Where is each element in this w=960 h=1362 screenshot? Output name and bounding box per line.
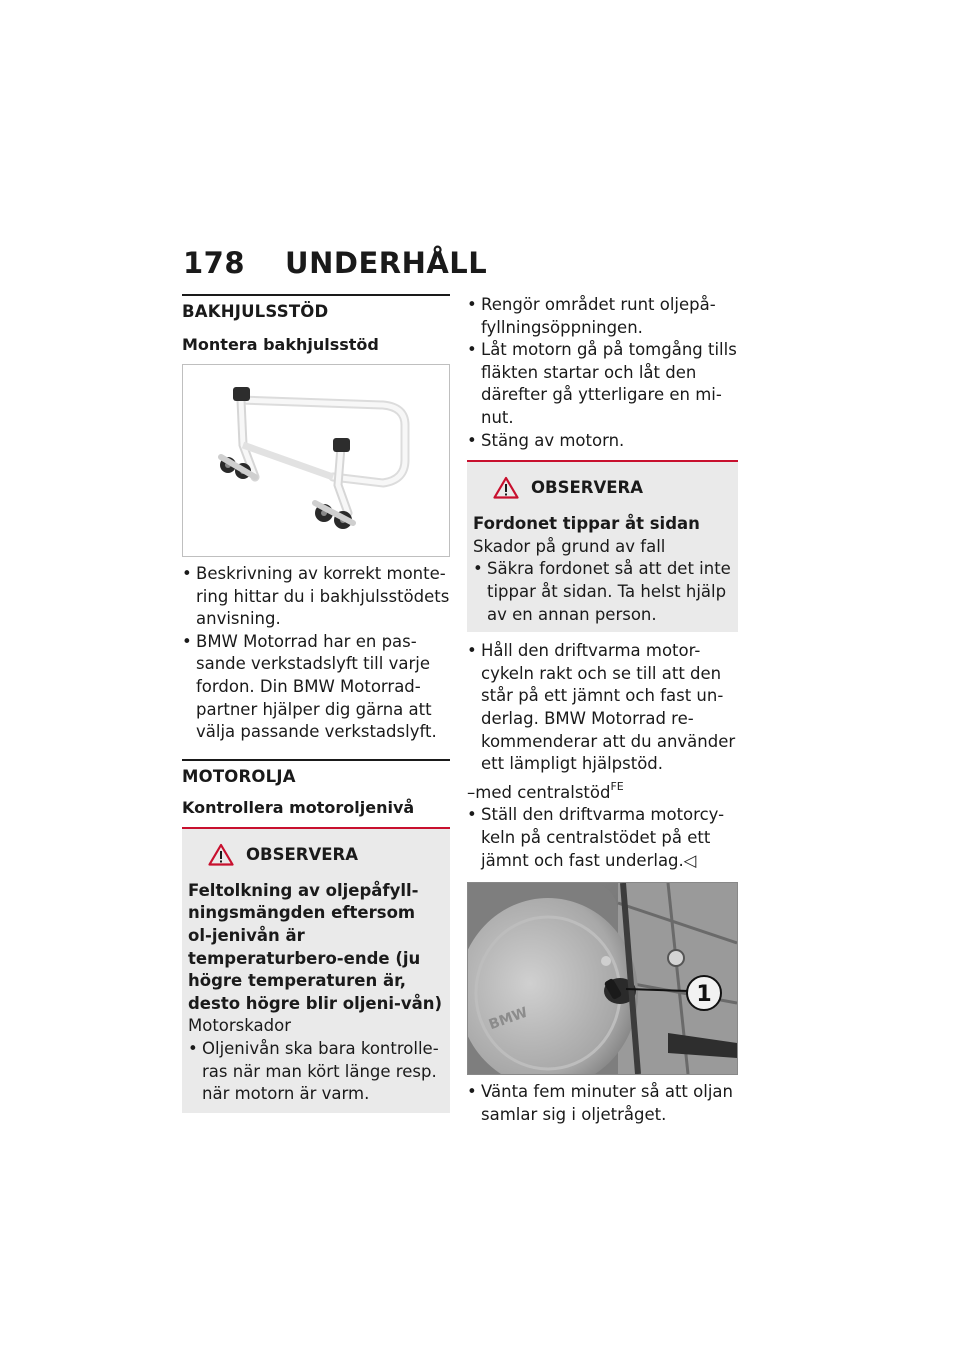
bullet-list-wait [467, 1081, 738, 1126]
engine-logo: BMW [486, 1004, 530, 1034]
left-column [182, 294, 450, 1113]
equipment-line: –med centralstöd$^{FE}$ [467, 779, 624, 802]
notice-heading: Fordonet tippar åt sidan [473, 514, 700, 534]
notice-box-tip [467, 462, 738, 632]
rear-stand-illustration [183, 365, 449, 556]
figure-rear-stand [182, 364, 450, 557]
chapter-title: UNDERHÅLL [285, 246, 488, 280]
list-item: • Stäng av motorn. [467, 430, 625, 450]
bullet-list-prep [467, 294, 738, 452]
subheading-kontrollera: Kontrollera motoroljenivå [182, 797, 415, 817]
right-column [467, 294, 738, 1126]
list-item: • BMW Motorrad har en pas-sande verkstadslyft till varje fordon. Din BMW Motorrad-partner hjälper dig gärna att välja passande verkstadslyft. [182, 631, 437, 742]
notice-bullets [473, 558, 732, 626]
end-mark: ◁ [683, 850, 697, 870]
subheading-montera: Montera bakhjulsstöd [182, 335, 379, 354]
section-heading-motorolja: MOTOROLJA [182, 766, 296, 786]
warning-triangle-icon [493, 476, 519, 499]
bullet-list-level [467, 640, 738, 776]
page-header [183, 246, 487, 280]
engine-photo-illustration [468, 883, 737, 1074]
list-item: • Rengör området runt oljepå-fyllningsöppningen. [467, 295, 716, 337]
callout-label: 1 [696, 982, 712, 1008]
notice-heading: Feltolkning av oljepåfyll-ningsmängden eftersom ol-jenivån är temperaturbero-ende (ju högre temperaturen är, desto högre blir oljeni-vån) [188, 880, 443, 1013]
page-number: 178 [183, 246, 246, 280]
section-heading-bakhjulsstod: BAKHJULSSTÖD [182, 302, 329, 321]
notice-box-oil [182, 829, 450, 1113]
list-item: • Vänta fem minuter så att oljan samlar sig i oljetråget. [467, 1082, 733, 1124]
list-item: • Beskrivning av korrekt monte-ring hittar du i bakhjulsstödets anvisning. [182, 564, 450, 629]
warning-triangle-icon [208, 843, 234, 866]
notice-bullets [188, 1038, 444, 1106]
list-item: • Ställ den driftvarma motorcy-keln på centralstödet på ett jämnt och fast underlag.◁ [467, 805, 725, 870]
notice-title: OBSERVERA [188, 843, 444, 866]
bullet-list-stand [182, 563, 450, 744]
list-item: • Låt motorn gå på tomgång tills fläkten startar och låt den därefter gå ytterligare en mi-nut. [467, 340, 737, 427]
list-item: • Oljenivån ska bara kontrolle-ras när man kört länge resp. när motorn är varm. [188, 1038, 439, 1104]
bullet-list-centerstand [467, 804, 738, 872]
notice-subtext: Skador på grund av fall [473, 536, 666, 556]
list-item: • Säkra fordonet så att det inte tippar åt sidan. Ta helst hjälp av en annan person. [473, 559, 731, 624]
notice-subtext: Motorskador [188, 1016, 292, 1036]
list-item: • Håll den driftvarma motor-cykeln rakt och se till att den står på ett jämnt och fast un-derlag. BMW Motorrad re-kommenderar att du använder ett lämpligt hjälpstöd. [467, 641, 736, 774]
notice-title: OBSERVERA [473, 476, 732, 499]
equipment-marker: FE [610, 779, 624, 793]
figure-engine-oil-filler [467, 882, 738, 1075]
